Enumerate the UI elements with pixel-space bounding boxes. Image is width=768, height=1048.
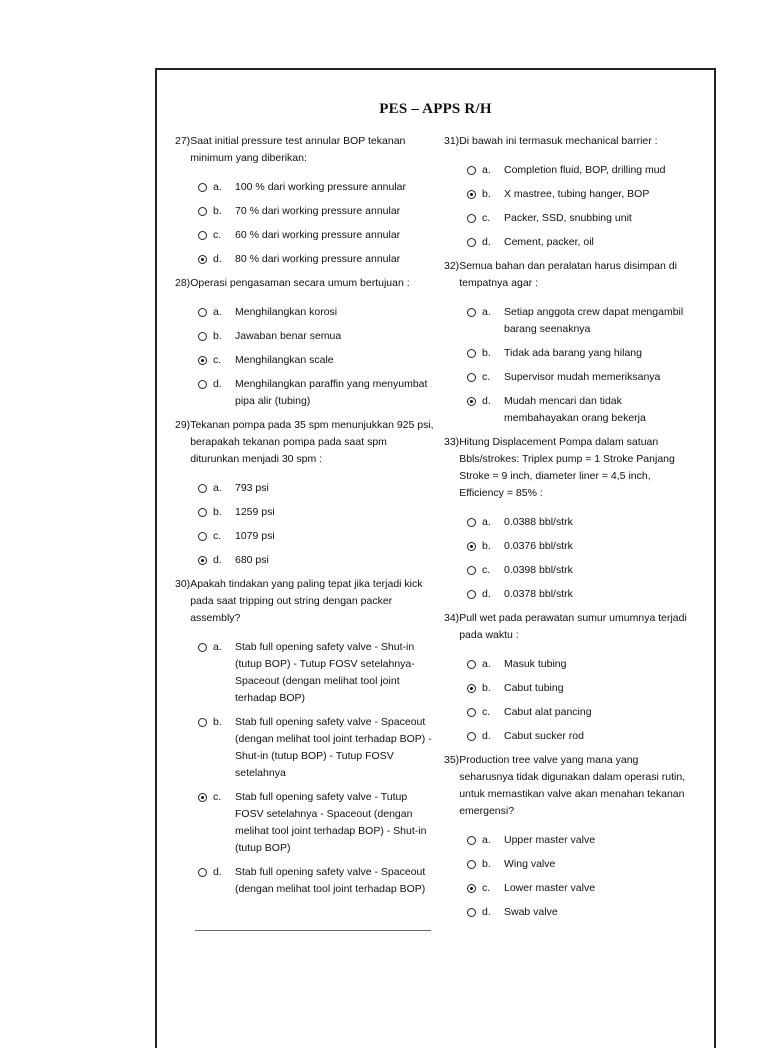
radio-empty-icon[interactable] [467,166,476,175]
question-text: Hitung Displacement Pompa dalam satuan Bbls/strokes: Triplex pump = 1 Stroke Panjang Stroke = 9 inch, diameter liner = 4,5 inch, Efficiency = 85% : [459,436,675,499]
question-number: 35) [444,754,460,766]
option-letter: d. [482,730,491,742]
question-number: 30) [175,578,191,590]
option-text: 100 % dari working pressure annular [235,181,407,193]
question-number: 28) [175,277,191,289]
option-letter: d. [213,253,222,265]
option-text: 793 psi [235,482,269,494]
option-text: Cabut tubing [504,682,564,694]
radio-selected-icon[interactable] [198,356,207,365]
options-list [444,514,689,603]
option-text: 680 psi [235,554,269,566]
option-letter: a. [213,641,222,653]
option-text: 70 % dari working pressure annular [235,205,401,217]
options-list [444,162,689,251]
question-text: Di bawah ini termasuk mechanical barrier : [459,135,658,147]
option-text: 0.0388 bbl/strk [504,516,573,528]
radio-selected-icon[interactable] [467,542,476,551]
question-33 [444,434,689,603]
option-text: Completion fluid, BOP, drilling mud [504,164,666,176]
option-31d[interactable] [467,234,689,251]
options-list [444,304,689,427]
page-title: PES – APPS R/H [379,101,492,117]
radio-selected-icon[interactable] [467,397,476,406]
option-33c[interactable] [467,562,689,579]
option-text: Jawaban benar semua [235,330,342,342]
option-text: Stab full opening safety valve - Shut-in (tutup BOP) - Tutup FOSV setelahnya- Spaceout (dengan melihat tool joint terhadap BOP) [235,641,415,704]
question-text: Tekanan pompa pada 35 spm menunjukkan 925 psi, berapakah tekanan pompa pada saat spm diturunkan menjadi 30 spm : [190,419,434,465]
radio-empty-icon[interactable] [198,380,207,389]
question-29 [175,417,435,569]
option-letter: d. [213,378,222,390]
radio-empty-icon[interactable] [467,349,476,358]
question-28 [175,275,435,410]
question-30 [175,576,435,898]
option-text: Wing valve [504,858,556,870]
option-text: Tidak ada barang yang hilang [504,347,642,359]
question-header [175,417,435,468]
radio-empty-icon[interactable] [467,836,476,845]
option-30d[interactable] [198,864,435,898]
option-text: Stab full opening safety valve - Spaceout (dengan melihat tool joint terhadap BOP) [235,866,426,895]
radio-empty-icon[interactable] [467,238,476,247]
option-letter: d. [482,395,491,407]
option-letter: d. [482,906,491,918]
option-letter: c. [482,706,491,718]
option-30b[interactable] [198,714,435,782]
question-text: Apakah tindakan yang paling tepat jika terjadi kick pada saat tripping out string dengan packer assembly? [190,578,423,624]
option-29d[interactable] [198,552,435,569]
option-text: Menghilangkan korosi [235,306,338,318]
option-text: Masuk tubing [504,658,567,670]
option-letter: d. [482,236,491,248]
radio-empty-icon[interactable] [467,308,476,317]
option-35c[interactable] [467,880,689,897]
option-27c[interactable] [198,227,435,244]
option-letter: c. [482,212,491,224]
options-list [175,179,435,268]
question-34 [444,610,689,745]
option-28d[interactable] [198,376,435,410]
question-number: 32) [444,260,460,272]
radio-empty-icon[interactable] [198,207,207,216]
question-number: 31) [444,135,460,147]
option-33b[interactable] [467,538,689,555]
option-29c[interactable] [198,528,435,545]
option-34d[interactable] [467,728,689,745]
option-letter: c. [482,564,491,576]
option-text: Cement, packer, oil [504,236,594,248]
option-letter: a. [213,306,222,318]
option-27a[interactable] [198,179,435,196]
radio-empty-icon[interactable] [467,708,476,717]
option-text: Setiap anggota crew dapat mengambil barang seenaknya [504,306,684,335]
option-text: 1079 psi [235,530,275,542]
option-29a[interactable] [198,480,435,497]
option-text: Cabut sucker rod [504,730,584,742]
option-letter: b. [213,330,222,342]
question-35 [444,752,689,921]
option-letter: a. [482,306,491,318]
option-text: Supervisor mudah memeriksanya [504,371,661,383]
radio-empty-icon[interactable] [198,868,207,877]
option-32c[interactable] [467,369,689,386]
option-text: Mudah mencari dan tidak membahayakan orang bekerja [504,395,646,424]
question-header [175,133,435,167]
option-letter: c. [213,530,222,542]
option-32d[interactable] [467,393,689,427]
radio-empty-icon[interactable] [467,732,476,741]
option-letter: b. [482,347,491,359]
radio-empty-icon[interactable] [467,660,476,669]
radio-selected-icon[interactable] [198,793,207,802]
question-header [444,434,689,502]
option-letter: b. [213,205,222,217]
radio-selected-icon[interactable] [467,884,476,893]
option-28c[interactable] [198,352,435,369]
question-header [175,275,435,292]
radio-selected-icon[interactable] [467,684,476,693]
option-31c[interactable] [467,210,689,227]
option-31b[interactable] [467,186,689,203]
option-35a[interactable] [467,832,689,849]
option-letter: a. [213,482,222,494]
option-letter: a. [482,834,491,846]
option-34c[interactable] [467,704,689,721]
radio-empty-icon[interactable] [467,214,476,223]
option-text: 60 % dari working pressure annular [235,229,401,241]
option-letter: c. [213,229,222,241]
option-letter: d. [482,588,491,600]
radio-empty-icon[interactable] [467,590,476,599]
options-list [444,832,689,921]
option-text: X mastree, tubing hanger, BOP [504,188,650,200]
question-text: Operasi pengasaman secara umum bertujuan : [190,277,410,289]
option-31a[interactable] [467,162,689,179]
option-32b[interactable] [467,345,689,362]
question-27 [175,133,435,268]
end-rule [195,930,431,931]
option-28a[interactable] [198,304,435,321]
radio-empty-icon[interactable] [198,484,207,493]
options-list [175,480,435,569]
option-letter: c. [213,354,222,366]
question-number: 33) [444,436,460,448]
question-header [444,752,689,820]
option-text: Menghilangkan scale [235,354,334,366]
option-28b[interactable] [198,328,435,345]
radio-empty-icon[interactable] [467,373,476,382]
option-letter: b. [482,188,491,200]
radio-empty-icon[interactable] [198,231,207,240]
question-number: 29) [175,419,191,431]
radio-empty-icon[interactable] [467,860,476,869]
option-text: 0.0376 bbl/strk [504,540,573,552]
radio-empty-icon[interactable] [467,566,476,575]
question-header [444,133,689,150]
right-column [444,133,689,921]
option-text: 80 % dari working pressure annular [235,253,401,265]
radio-empty-icon[interactable] [198,308,207,317]
radio-empty-icon[interactable] [198,718,207,727]
option-letter: a. [482,164,491,176]
question-header [175,576,435,627]
option-34a[interactable] [467,656,689,673]
options-list [175,639,435,898]
option-text: Swab valve [504,906,558,918]
option-letter: c. [482,882,491,894]
option-text: Menghilangkan paraffin yang menyumbat pipa alir (tubing) [235,378,428,407]
option-text: Packer, SSD, snubbing unit [504,212,632,224]
option-letter: b. [213,716,222,728]
question-32 [444,258,689,427]
options-list [175,304,435,410]
option-letter: c. [482,371,491,383]
radio-selected-icon[interactable] [198,255,207,264]
question-header [444,258,689,292]
option-letter: a. [482,516,491,528]
question-number: 27) [175,135,191,147]
radio-empty-icon[interactable] [467,908,476,917]
radio-empty-icon[interactable] [198,508,207,517]
document-page [155,68,716,1048]
radio-selected-icon[interactable] [198,556,207,565]
radio-empty-icon[interactable] [198,183,207,192]
radio-empty-icon[interactable] [198,332,207,341]
option-29b[interactable] [198,504,435,521]
option-30a[interactable] [198,639,435,707]
option-30c[interactable] [198,789,435,857]
option-text: Stab full opening safety valve - Tutup FOSV setelahnya - Spaceout (dengan melihat tool joint terhadap BOP) - Shut-in (tutup BOP) [235,791,427,854]
radio-empty-icon[interactable] [467,518,476,527]
option-32a[interactable] [467,304,689,338]
option-27b[interactable] [198,203,435,220]
option-text: Lower master valve [504,882,596,894]
question-text: Production tree valve yang mana yang seharusnya tidak digunakan dalam operasi rutin, untuk memastikan valve akan menahan tekanan emergensi? [459,754,686,817]
radio-empty-icon[interactable] [198,532,207,541]
option-text: 1259 psi [235,506,275,518]
option-letter: a. [482,658,491,670]
option-33a[interactable] [467,514,689,531]
option-letter: c. [213,791,222,803]
option-letter: d. [213,866,222,878]
option-34b[interactable] [467,680,689,697]
question-text: Saat initial pressure test annular BOP tekanan minimum yang diberikan: [190,135,406,164]
option-27d[interactable] [198,251,435,268]
question-31 [444,133,689,251]
option-33d[interactable] [467,586,689,603]
option-35b[interactable] [467,856,689,873]
option-text: Upper master valve [504,834,596,846]
option-text: Cabut alat pancing [504,706,592,718]
radio-selected-icon[interactable] [467,190,476,199]
option-letter: b. [213,506,222,518]
option-letter: d. [213,554,222,566]
option-35d[interactable] [467,904,689,921]
options-list [444,656,689,745]
question-text: Pull wet pada perawatan sumur umumnya terjadi pada waktu : [459,612,687,641]
left-column [175,133,435,898]
question-text: Semua bahan dan peralatan harus disimpan di tempatnya agar : [459,260,677,289]
option-letter: b. [482,682,491,694]
question-number: 34) [444,612,460,624]
option-letter: b. [482,858,491,870]
radio-empty-icon[interactable] [198,643,207,652]
question-header [444,610,689,644]
option-text: 0.0378 bbl/strk [504,588,573,600]
option-text: 0.0398 bbl/strk [504,564,573,576]
option-text: Stab full opening safety valve - Spaceout (dengan melihat tool joint terhadap BOP) - Shut-in (tutup BOP) - Tutup FOSV setelahnya [235,716,432,779]
option-letter: b. [482,540,491,552]
option-letter: a. [213,181,222,193]
